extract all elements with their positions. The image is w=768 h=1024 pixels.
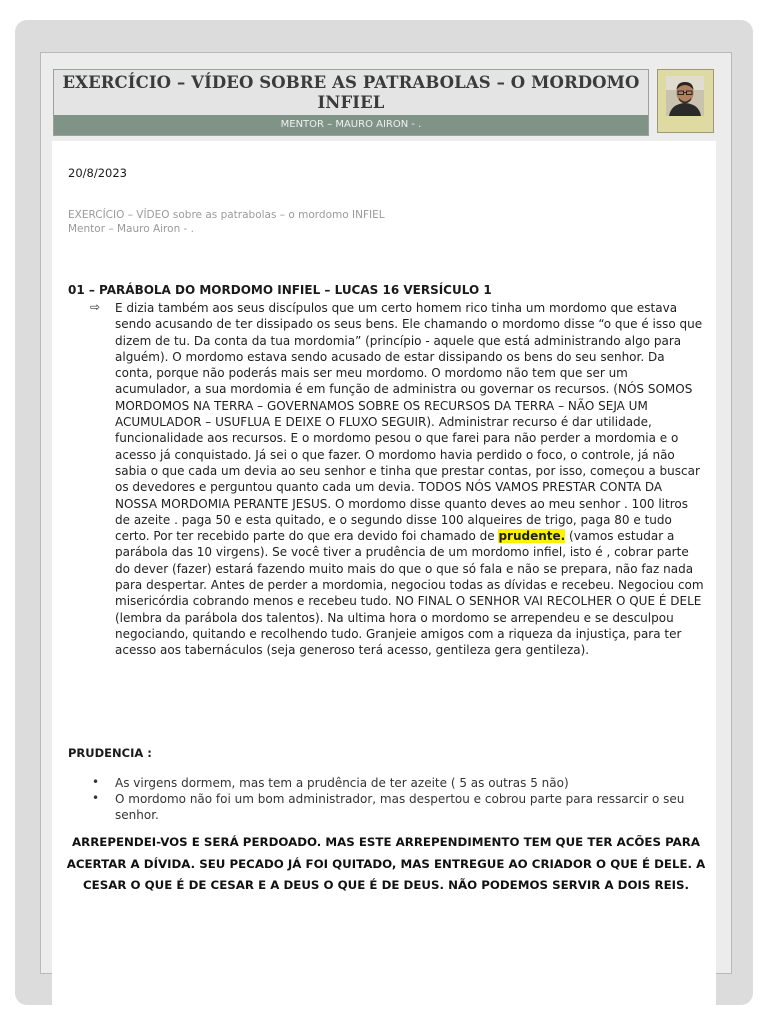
summary-title-line: EXERCÍCIO – VÍDEO sobre as patrabolas – o mordomo INFIEL [68,209,385,221]
mentor-subtitle: MENTOR – MAURO AIRON - . [54,115,648,135]
bullet-dot-icon: • [92,791,100,805]
paragraph-text-part2: (vamos estudar a parábola das 10 virgens). Se você tiver a prudência de um mordomo infiel, isto é , cobrar parte do dever (fazer) estará fazendo muito mais do que o que só fala e não se prepara, não faz nada para despertar. Antes de perder a mordomia, negociou todas as dívidas e recebeu. Negociou com misericórdia cobrando menos e recebeu tudo. NO FINAL O SENHOR VAI RECOLHER O QUE É DELE (lembra da parábola dos talentos). Na ultima hora o mordomo se arrependeu e se desculpou negociando, quitando e recolhendo tudo. Granjeie amigos com a riqueza da injustiça, para ter acesso aos tabernáculos (seja generoso terá acesso, gentileza gera gentileza). [115,529,704,658]
document-date: 20/8/2023 [68,166,127,180]
section-heading: 01 – PARÁBOLA DO MORDOMO INFIEL – LUCAS 16 VERSÍCULO 1 [68,283,492,297]
header-banner [53,69,649,136]
page-title: EXERCÍCIO – VÍDEO SOBRE AS PATRABOLAS – O MORDOMO INFIEL [62,73,640,112]
list-item: O mordomo não foi um bom administrador, mas despertou e cobrou parte para ressarcir o seu senhor. [115,792,685,822]
bullet-dot-icon: • [92,775,100,789]
author-photo-frame [657,69,714,133]
highlighted-word: prudente. [498,529,566,544]
closing-statement: ARREPENDEI-VOS E SERÁ PERDOADO. MAS ESTE ARREPENDIMENTO TEM QUE TER ACÕES PARA ACERTAR A DÍVIDA. SEU PECADO JÁ FOI QUITADO, MAS ENTREGUE AO CRIADOR O QUE É DELE. A CESAR O QUE É DE CESAR E A DEUS O QUE É DE DEUS. NÃO PODEMOS SERVIR A DOIS REIS. [66,835,706,892]
avatar [666,76,704,116]
paragraph-text-part1: E dizia também aos seus discípulos que um certo homem rico tinha um mordomo que estava sendo acusando de ter dissipado os seus bens. Ele chamando o mordomo disse “o que é isso que dizem de tu. Da conta da tua mordomia” (princípio - aquele que está administrando algo para alguém). O mordomo estava sendo acusado de estar dissipando os bens do seu senhor. Da conta, porque não poderás mais ser meu mordomo. O mordomo não tem que ser um acumulador, a sua mordomia é em função de administra ou governar os recursos. (NÓS SOMOS MORDOMOS NA TERRA – GOVERNAMOS SOBRE OS RECURSOS DA TERRA – NÃO SEJA UM ACUMULADOR – USUFLUA E DEIXE O FLUXO SEGUIR). Administrar recurso é dar utilidade, funcionalidade aos recursos. E o mordomo pesou o que farei para não perder a mordomia e o acesso já conquistado. Já sei o que fazer. O mordomo havia perdido o foco, o controle, já não sabia o que cada um devia ao seu senhor e tinha que prestar contas, por isso, começou a buscar os devedores e perguntou quanto cada um devia. TODOS NÓS VAMOS PRESTAR CONTA DA NOSSA MORDOMIA PERANTE JESUS. O mordomo disse quanto deves ao meu senhor . 100 litros de azeite . paga 50 e esta quitado, e o segundo disse 100 alqueires de trigo, paga 80 e tudo certo. Por ter recebido parte do que era devido foi chamado de [115,301,703,544]
summary-mentor-line: Mentor – Mauro Airon - . [68,223,195,235]
list-item: As virgens dormem, mas tem a prudência de ter azeite ( 5 as outras 5 não) [115,776,569,790]
parable-paragraph [115,300,705,659]
prudencia-heading: PRUDENCIA : [68,746,152,760]
arrow-bullet-icon: ⇨ [90,300,101,314]
avatar-portrait-icon [666,76,704,116]
